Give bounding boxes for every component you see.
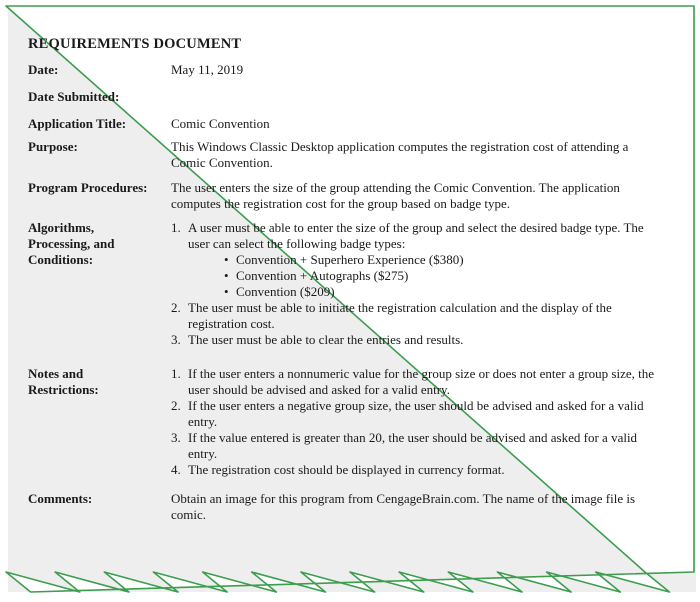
list-item-text: If the user enters a nonnumeric value for the group size or does not enter a group size, the user should be advised and asked for a valid entry. bbox=[188, 366, 655, 397]
field-purpose bbox=[28, 139, 678, 180]
list-number: 4. bbox=[171, 462, 181, 477]
field-label: Algorithms, Processing, and Conditions: bbox=[28, 220, 115, 267]
field-date bbox=[28, 62, 678, 89]
list-item bbox=[171, 366, 661, 398]
list-item bbox=[171, 220, 661, 300]
field-value: May 11, 2019 bbox=[171, 62, 244, 77]
field-algorithms bbox=[28, 220, 678, 366]
field-date-submitted bbox=[28, 89, 678, 116]
list-item bbox=[171, 462, 661, 478]
list-number: 2. bbox=[171, 300, 181, 315]
badge-type-item: • Convention + Superhero Experience ($380) bbox=[224, 252, 661, 268]
list-item-text: The user must be able to clear the entries and results. bbox=[188, 332, 464, 347]
field-label: Application Title: bbox=[28, 116, 127, 131]
field-value: Comic Convention bbox=[171, 116, 270, 131]
field-value bbox=[171, 366, 661, 478]
field-label: Comments: bbox=[28, 491, 93, 506]
field-program-procedures bbox=[28, 180, 678, 220]
list-item-text: The user must be able to initiate the registration calculation and the display of the registration cost. bbox=[188, 300, 612, 331]
field-label: Purpose: bbox=[28, 139, 78, 154]
notes-list bbox=[171, 366, 661, 478]
badge-type-list bbox=[188, 252, 661, 300]
field-value bbox=[171, 220, 661, 348]
field-value: The user enters the size of the group attending the Comic Convention. The application computes the registration cost for the group based on badge type. bbox=[171, 180, 620, 211]
list-number: 1. bbox=[171, 366, 181, 381]
badge-type-item: • Convention ($209) bbox=[224, 284, 661, 300]
document-title: REQUIREMENTS DOCUMENT bbox=[28, 36, 242, 52]
field-value: This Windows Classic Desktop application computes the registration cost of attending a Comic Convention. bbox=[171, 139, 629, 170]
field-comments bbox=[28, 491, 678, 531]
list-item bbox=[171, 300, 661, 332]
list-number: 3. bbox=[171, 430, 181, 445]
field-label: Program Procedures: bbox=[28, 180, 148, 195]
field-label: Notes and Restrictions: bbox=[28, 366, 99, 397]
list-number: 1. bbox=[171, 220, 181, 235]
list-item bbox=[171, 430, 661, 462]
list-number: 2. bbox=[171, 398, 181, 413]
list-item-text: A user must be able to enter the size of the group and select the desired badge type. The user can select the following badge types: bbox=[188, 220, 644, 251]
field-notes bbox=[28, 366, 678, 491]
list-item bbox=[171, 332, 661, 348]
field-label: Date: bbox=[28, 62, 59, 77]
list-item bbox=[171, 398, 661, 430]
field-value: Obtain an image for this program from CengageBrain.com. The name of the image file is comic. bbox=[171, 491, 636, 522]
list-item-text: If the user enters a negative group size, the user should be advised and asked for a valid entry. bbox=[188, 398, 644, 429]
field-application-title bbox=[28, 116, 678, 139]
requirements-document bbox=[28, 36, 678, 531]
badge-type-item: • Convention + Autographs ($275) bbox=[224, 268, 661, 284]
list-item-text: The registration cost should be displayed in currency format. bbox=[188, 462, 505, 477]
algorithms-list bbox=[171, 220, 661, 348]
list-item-text: If the value entered is greater than 20, the user should be advised and asked for a valid entry. bbox=[188, 430, 638, 461]
list-number: 3. bbox=[171, 332, 181, 347]
field-label: Date Submitted: bbox=[28, 89, 120, 104]
